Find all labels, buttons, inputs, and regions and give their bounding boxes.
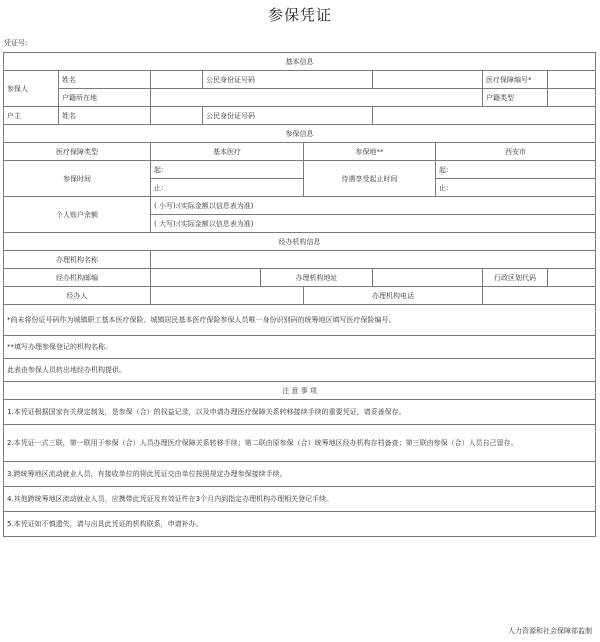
page-title: 参保凭证 — [267, 6, 332, 24]
period-end-field[interactable]: 止: — [151, 179, 304, 197]
id-number-label: 公民身份证号码 — [203, 71, 373, 89]
agency-name-field[interactable] — [151, 251, 596, 269]
handler-field[interactable] — [151, 287, 304, 305]
hukou-type-label: 户籍类型 — [483, 89, 548, 107]
agency-phone-field[interactable] — [483, 287, 596, 305]
householder-label: 户主 — [4, 107, 59, 125]
footnote-agency-name: **填写办理参保登记的机构名称。 — [4, 336, 596, 359]
balance-lowercase-field[interactable]: ( 小写):(实际金额以信息表为准) — [151, 197, 596, 215]
agency-address-label: 办理机构地址 — [261, 269, 373, 287]
id-number-field[interactable] — [373, 71, 483, 89]
insurance-info-header: 参保信息 — [4, 125, 596, 143]
agency-postcode-field[interactable] — [151, 269, 261, 287]
handler-label: 经办人 — [4, 287, 151, 305]
hukou-location-label: 户籍所在地 — [59, 89, 151, 107]
medical-no-field[interactable] — [548, 71, 596, 89]
footnote-provider: 此表由参保人员转出地经办机构提供。 — [4, 359, 596, 382]
account-balance-label: 个人账户余额 — [4, 197, 151, 233]
agency-address-field[interactable] — [373, 269, 483, 287]
notice-item: 2.本凭证一式三联，第一联用于参保（合）人员办理医疗保障关系转移手续；第二联由原参保（合）统筹地区经办机构存档备查；第三联由参保（合）人员自己留存。 — [4, 425, 596, 462]
med-type-label: 医疗保障类型 — [4, 143, 151, 161]
med-type-value: 基本医疗 — [151, 143, 304, 161]
notice-item: 4.其他跨统筹地区流动就业人员，应携带此凭证及有效证件在3个月内到指定办理机构办理相关登记手续。 — [4, 487, 596, 512]
householder-name-field[interactable] — [151, 107, 203, 125]
notice-item: 3.跨统筹地区流动就业人员，有接收单位的将此凭证交由单位按照规定办理参保接续手续。 — [4, 462, 596, 487]
footnote-medical-no: *尚未将份证号码作为城镇职工基本医疗保险、城镇居民基本医疗保险参保人员唯一身份识别码的统筹地区填写医疗保险编号。 — [4, 305, 596, 336]
benefit-period-label: 待遇享受起止时间 — [304, 161, 436, 197]
benefit-start-field[interactable]: 起: — [436, 161, 596, 179]
benefit-end-field[interactable]: 止: — [436, 179, 596, 197]
name-label: 姓名 — [59, 71, 151, 89]
hukou-location-field[interactable] — [151, 89, 483, 107]
notice-item: 1.本凭证根据国家有关规定制发，是参保（合）的权益记录，以及申请办理医疗保障关系转移接续手续的重要凭证，请妥善保存。 — [4, 400, 596, 425]
agency-info-header: 经办机构信息 — [4, 233, 596, 251]
notices-header: 注 意 事 项 — [4, 382, 596, 400]
medical-no-label: 医疗保障编号* — [483, 71, 548, 89]
insured-person-label: 参保人 — [4, 71, 59, 107]
agency-name-label: 办理机构名称 — [4, 251, 151, 269]
insurance-period-label: 参保时间 — [4, 161, 151, 197]
basic-info-header: 基本信息 — [4, 53, 596, 71]
insurance-place-label: 参保地** — [304, 143, 436, 161]
insurance-place-value: 西安市 — [436, 143, 596, 161]
householder-id-field[interactable] — [373, 107, 596, 125]
region-code-field[interactable] — [548, 269, 596, 287]
notice-item: 5.本凭证如不慎遗失，请与出具此凭证的机构联系，申请补办。 — [4, 512, 596, 537]
voucher-number-label: 凭证号: — [4, 39, 28, 47]
insurance-voucher-form — [3, 52, 596, 537]
agency-phone-label: 办理机构电话 — [304, 287, 483, 305]
householder-id-label: 公民身份证号码 — [203, 107, 373, 125]
region-code-label: 行政区划代码 — [483, 269, 548, 287]
hukou-type-field[interactable] — [548, 89, 596, 107]
name-field[interactable] — [151, 71, 203, 89]
householder-name-label: 姓名 — [59, 107, 151, 125]
agency-postcode-label: 经办机构邮编 — [4, 269, 151, 287]
period-start-field[interactable]: 起: — [151, 161, 304, 179]
balance-uppercase-field[interactable]: ( 大写):(实际金额以信息表为准) — [151, 215, 596, 233]
issuer-signature: 人力资源和社会保障部监制 — [508, 627, 592, 635]
